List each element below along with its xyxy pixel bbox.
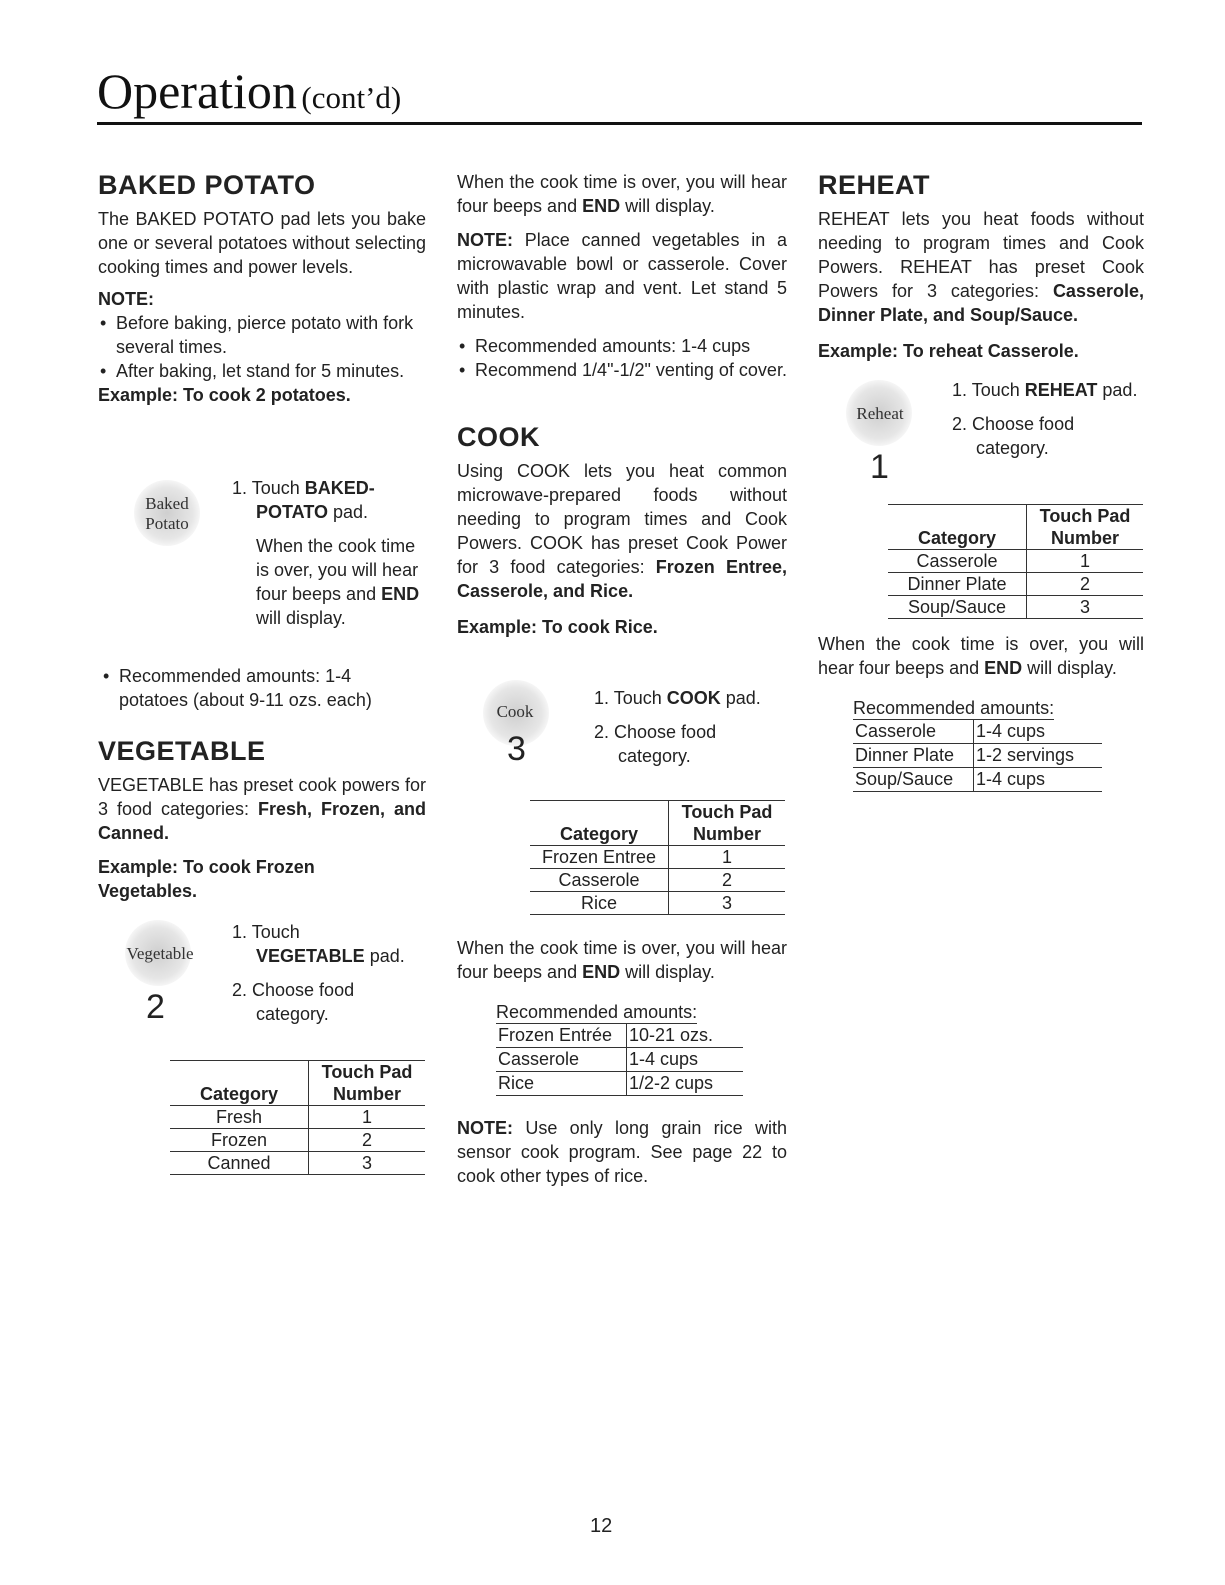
column-right xyxy=(818,170,1144,363)
table-header: Touch Pad Number xyxy=(1027,505,1144,550)
list-item: • Recommended amounts: 1-4 cups xyxy=(457,334,787,358)
baked-potato-example: Example: To cook 2 potatoes. xyxy=(98,385,351,405)
reheat-step-1: 1. Touch REHEAT pad. xyxy=(952,380,1138,400)
reheat-pad-label: Reheat xyxy=(856,404,904,423)
cook-intro: Using COOK lets you heat common microwave-prepared foods without needing to program times and Cook Powers. COOK has preset Cook Power for 3 food categories: Frozen Entree, Casserole, and Rice. xyxy=(457,461,787,601)
column-middle xyxy=(457,170,787,639)
cook-pad-number: 3 xyxy=(507,730,526,768)
baked-potato-note-label: NOTE: xyxy=(98,289,154,309)
table-header: Touch Pad Number xyxy=(309,1061,426,1106)
vegetable-table xyxy=(170,1060,425,1175)
page-number: 12 xyxy=(590,1515,613,1537)
vegetable-heading: VEGETABLE xyxy=(98,736,266,766)
table-row: Soup/Sauce 1-4 cups xyxy=(853,768,1102,792)
cook-note: NOTE: Use only long grain rice with sensor cook program. See page 22 to cook other types of rice. xyxy=(457,1118,787,1186)
baked-potato-step-1: 1. Touch BAKED-POTATO pad. xyxy=(232,478,375,522)
table-row: Frozen Entrée 10-21 ozs. xyxy=(496,1024,743,1048)
table-row: Canned 3 xyxy=(170,1152,425,1175)
vegetable-section xyxy=(98,736,426,903)
table-header: Touch Pad Number xyxy=(669,801,786,846)
baked-potato-recommended xyxy=(101,664,411,712)
cook-step-2: 2. Choose food category. xyxy=(594,722,717,766)
vegetable-pad-number: 2 xyxy=(146,988,165,1026)
list-item: • Before baking, pierce potato with fork several times. xyxy=(98,311,426,359)
vegetable-step-1: 1. Touch VEGETABLE pad. xyxy=(232,922,405,966)
reheat-pad-number: 1 xyxy=(870,448,889,486)
table-row: Rice 3 xyxy=(530,892,785,915)
cook-step-1: 1. Touch COOK pad. xyxy=(594,688,761,708)
table-row: Soup/Sauce 3 xyxy=(888,596,1143,619)
table-row: Fresh 1 xyxy=(170,1106,425,1129)
cook-recommended-table xyxy=(496,1024,743,1096)
table-row: Frozen Entree 1 xyxy=(530,846,785,869)
baked-potato-intro: The BAKED POTATO pad lets you bake one or several potatoes without selecting cooking times and power levels. xyxy=(98,209,426,277)
baked-potato-pad-label: Baked Potato xyxy=(145,494,189,533)
reheat-table xyxy=(888,504,1143,619)
table-row: Dinner Plate 1-2 servings xyxy=(853,744,1102,768)
list-item: • After baking, let stand for 5 minutes. xyxy=(98,359,426,383)
table-row: Casserole 1-4 cups xyxy=(496,1048,743,1072)
reheat-intro: REHEAT lets you heat foods without needing to program times and Cook Powers. REHEAT has preset Cook Powers for 3 categories: Casserole, Dinner Plate, and Soup/Sauce. xyxy=(818,209,1144,325)
page-header xyxy=(97,62,1142,125)
table-row: Casserole 2 xyxy=(530,869,785,892)
cook-heading: COOK xyxy=(457,422,540,452)
page-title: Operation xyxy=(97,63,297,119)
cook-table xyxy=(530,800,785,915)
reheat-recommended-label: Recommended amounts: xyxy=(853,698,1055,718)
baked-potato-notes xyxy=(98,311,426,383)
baked-potato-heading: BAKED POTATO xyxy=(98,170,316,200)
cook-recommended xyxy=(496,1002,743,1096)
table-row: Rice 1/2-2 cups xyxy=(496,1072,743,1096)
cook-steps xyxy=(594,686,784,768)
reheat-after: When the cook time is over, you will hear four beeps and END will display. xyxy=(818,634,1144,678)
vegetable-pad-label: Vegetable xyxy=(126,944,194,963)
page-subtitle: (cont’d) xyxy=(301,80,402,115)
reheat-recommended xyxy=(853,698,1102,792)
cook-pad-label: Cook xyxy=(496,702,534,721)
table-row: Casserole 1 xyxy=(888,550,1143,573)
table-header: Category xyxy=(170,1061,309,1106)
reheat-heading: REHEAT xyxy=(818,170,931,200)
reheat-step-2: 2. Choose food category. xyxy=(952,414,1075,458)
reheat-recommended-table xyxy=(853,720,1102,792)
vegetable-continued: When the cook time is over, you will hear four beeps and END will display. xyxy=(457,172,787,216)
baked-potato-step-1-detail: When the cook time is over, you will hear four beeps and END will display. xyxy=(256,536,420,628)
vegetable-example: Example: To cook Frozen Vegetables. xyxy=(98,857,315,901)
list-item: • Recommend 1/4"-1/2" venting of cover. xyxy=(457,358,787,382)
vegetable-bullets xyxy=(457,334,787,382)
vegetable-intro: VEGETABLE has preset cook powers for 3 food categories: Fresh, Frozen, and Canned. xyxy=(98,775,426,843)
vegetable-step-2: 2. Choose food category. xyxy=(232,980,355,1024)
cook-example: Example: To cook Rice. xyxy=(457,617,658,637)
column-left xyxy=(98,170,426,407)
list-item: • Recommended amounts: 1-4 potatoes (about 9-11 ozs. each) xyxy=(101,664,411,712)
table-row: Frozen 2 xyxy=(170,1129,425,1152)
table-header: Category xyxy=(530,801,669,846)
vegetable-steps xyxy=(232,920,424,1026)
table-row: Dinner Plate 2 xyxy=(888,573,1143,596)
table-row: Casserole 1-4 cups xyxy=(853,720,1102,744)
vegetable-note: NOTE: Place canned vegetables in a microwavable bowl or casserole. Cover with plastic wrap and vent. Let stand 5 minutes. xyxy=(457,230,787,322)
cook-recommended-label: Recommended amounts: xyxy=(496,1002,698,1022)
reheat-steps xyxy=(952,378,1142,460)
baked-potato-steps xyxy=(232,476,422,630)
reheat-example: Example: To reheat Casserole. xyxy=(818,341,1079,361)
cook-after: When the cook time is over, you will hear four beeps and END will display. xyxy=(457,938,787,982)
table-header: Category xyxy=(888,505,1027,550)
